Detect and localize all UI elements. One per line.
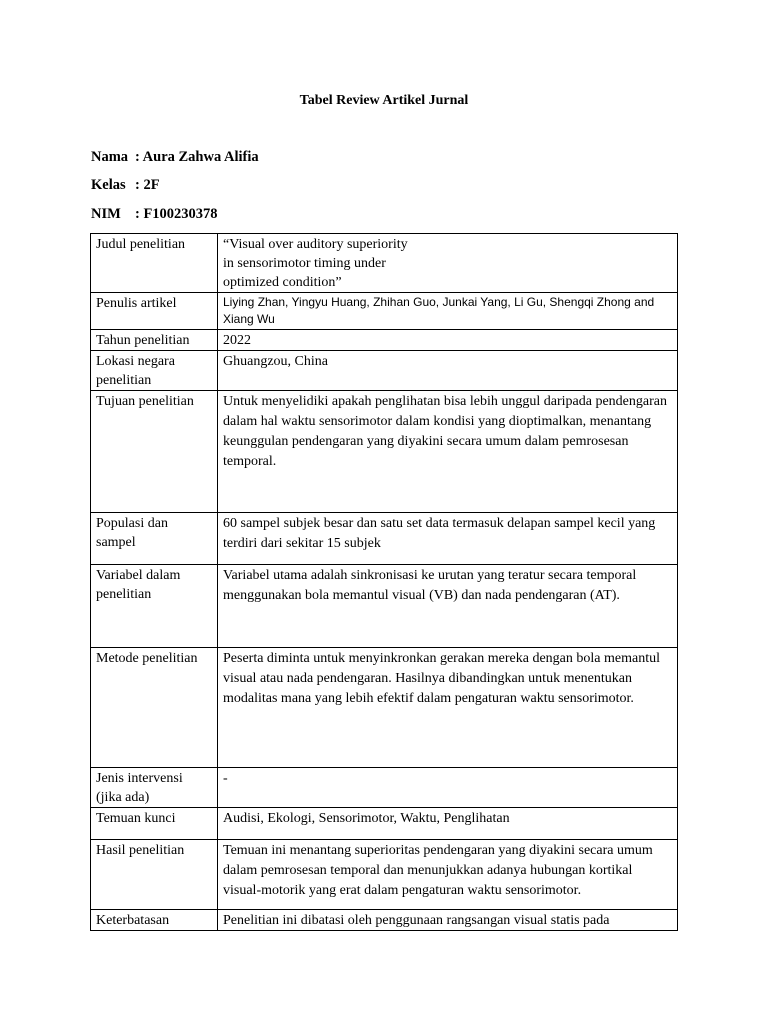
student-id — [91, 206, 218, 223]
table-row-intervensi — [91, 768, 678, 808]
row-value: Penelitian ini dibatasi oleh penggunaan rangsangan visual statis pada — [218, 910, 678, 931]
student-name-label: Nama — [91, 149, 129, 165]
table-row-hasil — [91, 840, 678, 910]
title-line-3: optimized condition” — [223, 275, 342, 290]
table-row-temuan — [91, 808, 678, 840]
row-label: Tahun penelitian — [91, 330, 218, 351]
row-value: Variabel utama adalah sinkronisasi ke urutan yang teratur secara temporal menggunakan bola memantul visual (VB) dan nada pendengaran (AT). — [218, 565, 678, 648]
student-name — [91, 149, 259, 166]
table-row-tujuan — [91, 391, 678, 513]
row-label: Populasi dan sampel — [91, 513, 218, 565]
row-label: Lokasi negara penelitian — [91, 351, 218, 391]
document-title: Tabel Review Artikel Jurnal — [299, 93, 469, 108]
review-table — [90, 233, 678, 931]
row-value: Ghuangzou, China — [218, 351, 678, 391]
row-value — [218, 234, 678, 293]
student-class-label: Kelas — [91, 177, 126, 193]
row-label: Variabel dalam penelitian — [91, 565, 218, 648]
row-label: Metode penelitian — [91, 648, 218, 768]
row-label: Penulis artikel — [91, 293, 218, 330]
table-row-populasi — [91, 513, 678, 565]
row-value: 60 sampel subjek besar dan satu set data termasuk delapan sampel kecil yang terdiri dari sekitar 15 subjek — [218, 513, 678, 565]
row-value: Temuan ini menantang superioritas pendengaran yang diyakini secara umum dalam pemrosesan temporal dan menunjukkan adanya hubungan kortikal visual-motorik yang erat dalam pengaturan waktu sensorimotor. — [218, 840, 678, 910]
row-value: Audisi, Ekologi, Sensorimotor, Waktu, Penglihatan — [218, 808, 678, 840]
row-value: Peserta diminta untuk menyinkronkan gerakan mereka dengan bola memantul visual atau nada pendengaran. Hasilnya dibandingkan untuk menentukan modalitas mana yang lebih efektif dalam pengaturan waktu sensorimotor. — [218, 648, 678, 768]
row-value: Liying Zhan, Yingyu Huang, Zhihan Guo, Junkai Yang, Li Gu, Shengqi Zhong and Xiang Wu — [218, 293, 678, 330]
student-class — [91, 177, 160, 194]
row-label: Hasil penelitian — [91, 840, 218, 910]
table-row-judul — [91, 234, 678, 293]
student-id-label: NIM — [91, 206, 121, 222]
row-label: Keterbatasan — [91, 910, 218, 931]
table-row-metode — [91, 648, 678, 768]
table-row-variabel — [91, 565, 678, 648]
row-value: Untuk menyelidiki apakah penglihatan bisa lebih unggul daripada pendengaran dalam hal waktu sensorimotor dalam kondisi yang dioptimalkan, menantang keunggulan pendengaran yang diyakini secara umum dalam pemrosesan temporal. — [218, 391, 678, 513]
table-row-lokasi — [91, 351, 678, 391]
row-value: 2022 — [218, 330, 678, 351]
row-label: Judul penelitian — [91, 234, 218, 293]
row-value: - — [218, 768, 678, 808]
table-row-penulis — [91, 293, 678, 330]
row-label: Temuan kunci — [91, 808, 218, 840]
student-class-value: : 2F — [135, 177, 160, 193]
table-row-tahun — [91, 330, 678, 351]
row-label: Jenis intervensi (jika ada) — [91, 768, 218, 808]
student-id-value: : F100230378 — [135, 206, 218, 222]
title-line-2: in sensorimotor timing under — [223, 256, 386, 271]
row-label: Tujuan penelitian — [91, 391, 218, 513]
student-name-value: : Aura Zahwa Alifia — [135, 149, 259, 165]
title-line-1: “Visual over auditory superiority — [223, 237, 408, 252]
table-row-keterbatasan — [91, 910, 678, 931]
